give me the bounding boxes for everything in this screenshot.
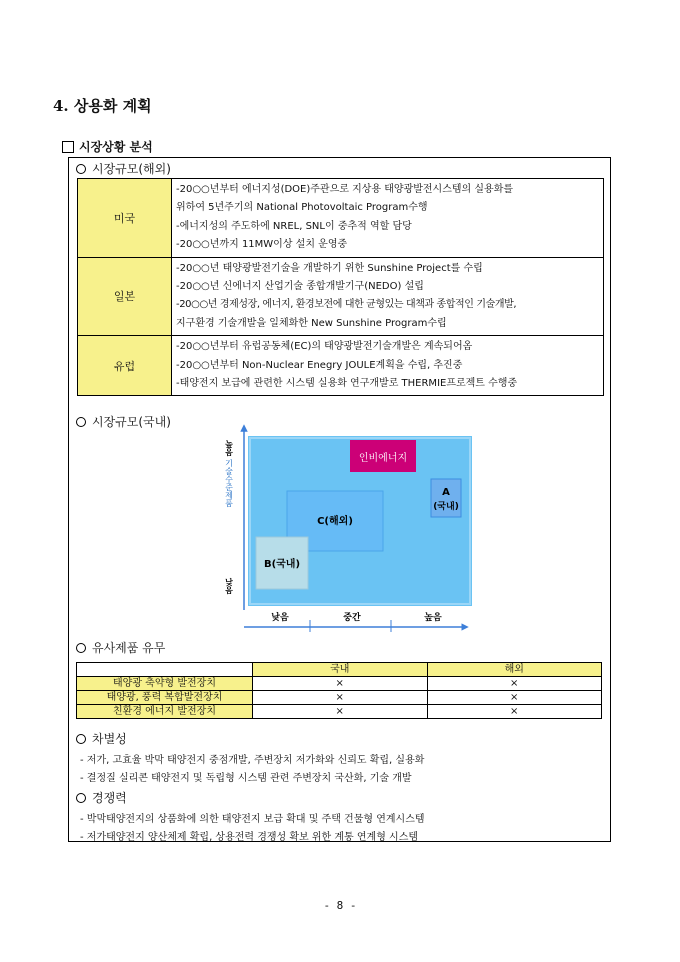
region-detail [172,179,604,258]
region-cell: 미국 [78,179,172,258]
diff-title [76,730,127,747]
diff-item: - 결정질 실리콘 태양전지 및 독립형 시스템 관련 주변장치 국산화, 기술 개발 [80,773,412,784]
positioning-chart [215,420,475,635]
detail-line: -20○○년부터 에너지성(DOE)주관으로 지상용 태양광발전시스템의 실용화를 [176,184,514,195]
table-row [77,691,602,705]
table-row [77,705,602,719]
y-low-label: 낮음 [224,578,234,594]
comp-item: - 저가태양전지 양산체제 확립, 상용전력 경쟁성 확보 위한 계통 연계형 시스템 [80,832,419,843]
similar-products-table [76,662,602,719]
y-high-label: 높음 [224,440,234,456]
box-label: B(국내) [263,559,301,570]
subheading-text: 시장상황 분석 [79,140,153,154]
page-number: - 8 - [323,899,357,912]
x-tick-label: 중간 [343,613,361,623]
detail-line: -에너지성의 주도하에 NREL, SNL이 중추적 역할 담당 [176,220,412,232]
table-cell: × [427,677,602,691]
header-cell: 국내 [253,663,428,677]
detail-line: 지구환경 기술개발을 일체화한 New Sunshine Program수립 [176,317,447,329]
region-detail [172,257,604,336]
domestic-title [76,413,171,430]
similar-title-text: 유사제품 유무 [92,641,166,655]
y-axis-label: 기술수준제품 [224,459,234,507]
comp-title-text: 경쟁력 [92,791,127,805]
detail-line: -태양전지 보급에 관련한 시스템 실용화 연구개발로 THERMIE프로젝트 수행중 [176,378,518,390]
diff-title-text: 차별성 [92,732,127,746]
circle-bullet-icon [76,793,86,803]
table-cell: × [253,677,428,691]
header-cell-empty [77,663,253,677]
subheading [62,138,153,155]
row-label: 태양광 축약형 발전장치 [77,677,253,691]
box-label: 인비에너지 [358,453,408,464]
overseas-title [76,160,171,177]
box-label: A [442,487,450,498]
detail-line: 위하여 5년주기의 National Photovoltaic Program수행 [176,202,428,214]
detail-line: -20○○년부터 유럽공동체(EC)의 태양광발전기술개발은 계속되어옴 [176,341,473,353]
row-label: 친환경 에너지 발전장치 [77,705,253,719]
table-cell: × [427,705,602,719]
region-cell: 일본 [78,257,172,336]
circle-bullet-icon [76,164,86,174]
table-row [78,257,604,336]
section-heading: 4. 상용화 계획 [53,97,152,115]
detail-line: -20○○년까지 11MW이상 설치 운영중 [176,239,348,251]
diff-item: - 저가, 고효율 박막 태양전지 중점개발, 주변장치 저가화와 신뢰도 확립, 실용화 [80,755,425,766]
circle-bullet-icon [76,643,86,653]
domestic-title-text: 시장규모(국내) [92,415,171,429]
x-tick-label: 낮음 [271,613,289,623]
overseas-market-table [77,178,604,396]
table-cell: × [427,691,602,705]
similar-title [76,639,165,656]
circle-bullet-icon [76,734,86,744]
circle-bullet-icon [76,417,86,427]
detail-line: -20○○년부터 Non-Nuclear Enegry JOULE계획을 수립, 추진중 [176,359,463,371]
region-detail [172,336,604,396]
table-row [78,179,604,258]
row-label: 태양광, 풍력 복합발전장치 [77,691,253,705]
checkbox-square-icon [62,141,74,153]
detail-line: -20○○년 경제성장, 에너지, 환경보전에 대한 균형있는 대책과 종합적인 기술개발, [176,299,517,311]
comp-item: - 박막태양전지의 상품화에 의한 태양전지 보급 확대 및 주택 건물형 연계시스템 [80,814,425,825]
box-label: C(해외) [317,516,353,527]
detail-line: -20○○년 신에너지 산업기술 종합개발기구(NEDO) 설립 [176,281,424,293]
x-tick-label: 높음 [424,613,442,623]
table-row [77,677,602,691]
overseas-title-text: 시장규모(해외) [92,162,171,176]
table-row [78,336,604,396]
header-cell: 해외 [427,663,602,677]
box-label: (국내) [433,502,459,512]
table-cell: × [253,691,428,705]
detail-line: -20○○년 태양광발전기술을 개발하기 위한 Sunshine Project를 수립 [176,262,483,274]
region-cell: 유럽 [78,336,172,396]
table-cell: × [253,705,428,719]
comp-title [76,789,127,806]
table-header-row [77,663,602,677]
